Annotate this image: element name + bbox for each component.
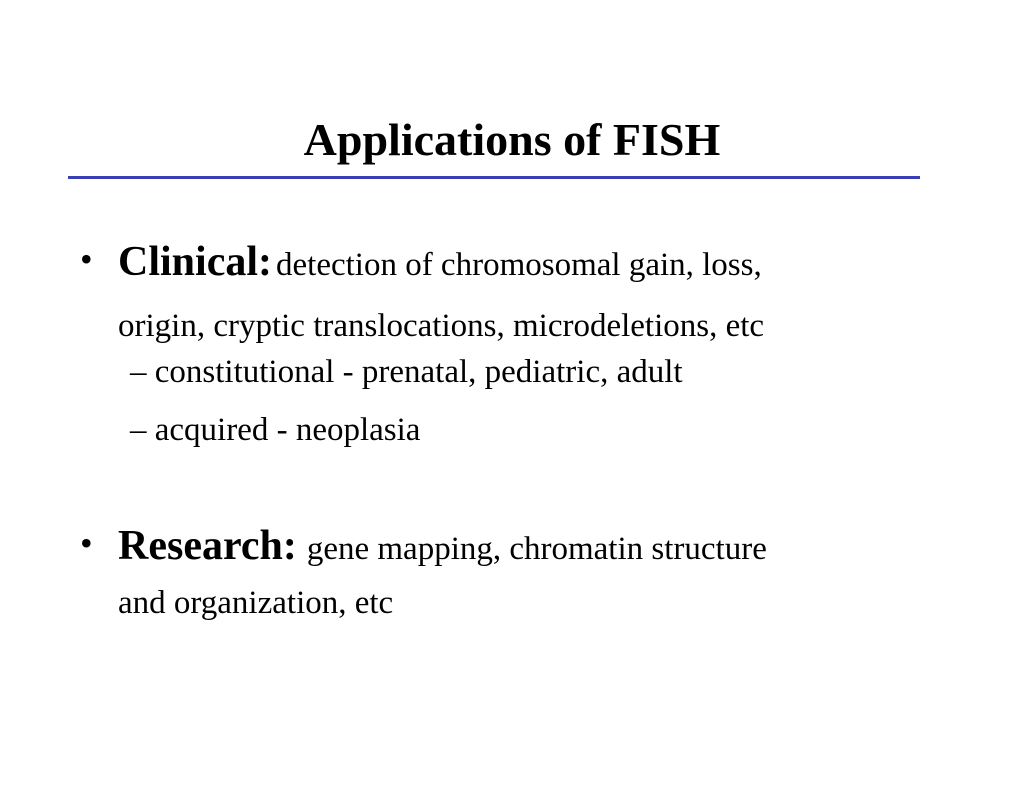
title-underline [68, 176, 920, 179]
bullet-research-lead: Research: [118, 523, 297, 569]
bullet-research-text1: gene mapping, chromatin structure [306, 531, 767, 567]
bullet-research-text2: and organization, etc [118, 585, 394, 621]
subitem-constitutional: – constitutional - prenatal, pediatric, adult [130, 354, 683, 390]
slide-title: Applications of FISH [303, 114, 721, 165]
bullet-marker: • [80, 523, 93, 563]
bullet-clinical-text1: detection of chromosomal gain, loss, [276, 247, 762, 283]
bullet-marker: • [80, 239, 93, 279]
bullet-clinical-lead: Clinical: [118, 239, 272, 285]
subitem-acquired: – acquired - neoplasia [130, 412, 421, 448]
bullet-clinical-body [118, 236, 918, 355]
bullet-clinical-text2: origin, cryptic translocations, microdeletions, etc [118, 308, 765, 344]
bullet-clinical-line1 [118, 236, 918, 297]
bullet-research-line1 [118, 520, 918, 581]
bullet-research-body [118, 520, 918, 625]
